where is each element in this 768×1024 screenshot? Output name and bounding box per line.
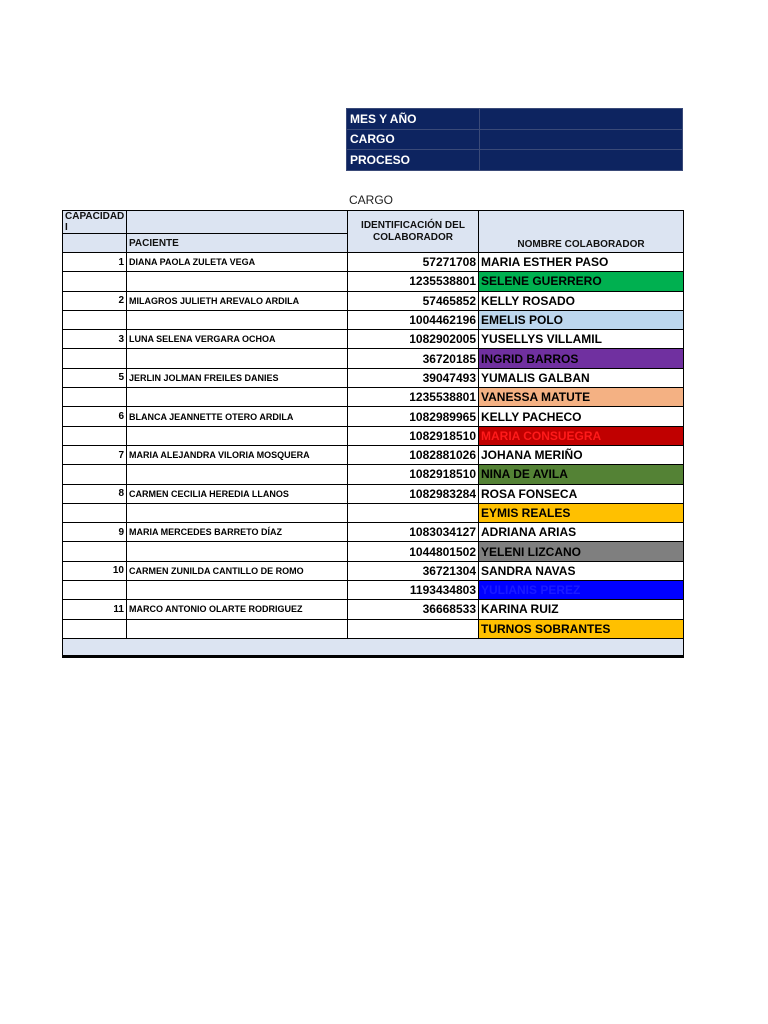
- row-number-cell: 3: [63, 330, 127, 349]
- table-row: [63, 561, 684, 580]
- collaborator-id-cell: 57271708: [348, 253, 479, 272]
- patient-name-cell: BLANCA JEANNETTE OTERO ARDILA: [127, 407, 348, 426]
- row-number-cell: [63, 503, 127, 522]
- patient-name-cell: MARIA ALEJANDRA VILORIA MOSQUERA: [127, 445, 348, 464]
- row-number-cell: 8: [63, 484, 127, 503]
- column-header-nombre: NOMBRE COLABORADOR: [479, 211, 684, 253]
- collaborator-id-cell: 39047493: [348, 368, 479, 387]
- table-bottom-border: [62, 655, 683, 658]
- collaborator-name-cell: VANESSA MATUTE: [479, 388, 684, 407]
- section-label-cargo: CARGO: [349, 193, 394, 207]
- collaborator-name-cell: ROSA FONSECA: [479, 484, 684, 503]
- patient-name-cell: [127, 542, 348, 561]
- collaborator-id-cell: 1235538801: [348, 272, 479, 291]
- table-row: [63, 368, 684, 387]
- table-row: [63, 600, 684, 619]
- collaborator-name-cell: TURNOS SOBRANTES: [479, 619, 684, 638]
- patient-name-cell: CARMEN ZUNILDA CANTILLO DE ROMO: [127, 561, 348, 580]
- header-info-table: [346, 108, 683, 171]
- table-row: [63, 253, 684, 272]
- collaborator-name-cell: YULIANIS PEREZ: [479, 581, 684, 600]
- collaborator-name-cell: KELLY ROSADO: [479, 291, 684, 310]
- row-number-cell: 7: [63, 445, 127, 464]
- header-info-label: MES Y AÑO: [347, 109, 480, 130]
- collaborator-name-cell: YUSELLYS VILLAMIL: [479, 330, 684, 349]
- collaborator-id-cell: [348, 619, 479, 638]
- collaborator-name-cell: EMELIS POLO: [479, 310, 684, 329]
- row-number-cell: 6: [63, 407, 127, 426]
- column-header-identificacion: IDENTIFICACIÓN DEL COLABORADOR: [348, 211, 479, 253]
- collaborator-id-cell: 1082983284: [348, 484, 479, 503]
- collaborator-id-cell: 1235538801: [348, 388, 479, 407]
- row-number-cell: 1: [63, 253, 127, 272]
- column-header-blank: [127, 211, 348, 234]
- table-row: [63, 330, 684, 349]
- row-number-cell: [63, 388, 127, 407]
- patient-name-cell: MARCO ANTONIO OLARTE RODRIGUEZ: [127, 600, 348, 619]
- collaborator-id-cell: 1082902005: [348, 330, 479, 349]
- patient-name-cell: LUNA SELENA VERGARA OCHOA: [127, 330, 348, 349]
- collaborator-name-cell: MARIA CONSUEGRA: [479, 426, 684, 445]
- collaborator-id-cell: 1082881026: [348, 445, 479, 464]
- patient-name-cell: [127, 272, 348, 291]
- table-row: [63, 426, 684, 445]
- patient-name-cell: [127, 349, 348, 368]
- column-header-blank-2: [63, 234, 127, 253]
- collaborator-name-cell: SANDRA NAVAS: [479, 561, 684, 580]
- collaborator-name-cell: INGRID BARROS: [479, 349, 684, 368]
- table-row: [63, 465, 684, 484]
- collaborator-name-cell: JOHANA MERIÑO: [479, 445, 684, 464]
- header-info-row: [347, 150, 683, 171]
- column-header-paciente: PACIENTE: [127, 234, 348, 253]
- collaborator-id-cell: 57465852: [348, 291, 479, 310]
- patient-name-cell: [127, 503, 348, 522]
- row-number-cell: 10: [63, 561, 127, 580]
- table-row: [63, 445, 684, 464]
- patient-name-cell: DIANA PAOLA ZULETA VEGA: [127, 253, 348, 272]
- row-number-cell: [63, 426, 127, 445]
- column-header-capacidad: CAPACIDAD I: [63, 211, 127, 234]
- patient-name-cell: JERLIN JOLMAN FREILES DANIES: [127, 368, 348, 387]
- header-info-value[interactable]: [480, 109, 683, 130]
- collaborator-id-cell: 1082918510: [348, 465, 479, 484]
- collaborator-id-cell: 1083034127: [348, 523, 479, 542]
- patient-name-cell: [127, 581, 348, 600]
- table-row: [63, 310, 684, 329]
- table-row: [63, 542, 684, 561]
- header-info-label: CARGO: [347, 129, 480, 150]
- header-info-value[interactable]: [480, 129, 683, 150]
- header-info-row: [347, 129, 683, 150]
- row-number-cell: [63, 272, 127, 291]
- table-row: [63, 484, 684, 503]
- row-number-cell: 11: [63, 600, 127, 619]
- collaborator-name-cell: ADRIANA ARIAS: [479, 523, 684, 542]
- patient-name-cell: MILAGROS JULIETH AREVALO ARDILA: [127, 291, 348, 310]
- assignment-table: [62, 210, 684, 658]
- row-number-cell: [63, 542, 127, 561]
- patient-name-cell: [127, 465, 348, 484]
- collaborator-id-cell: 36720185: [348, 349, 479, 368]
- table-row: [63, 407, 684, 426]
- collaborator-name-cell: SELENE GUERRERO: [479, 272, 684, 291]
- collaborator-id-cell: 1082989965: [348, 407, 479, 426]
- table-row: [63, 581, 684, 600]
- patient-name-cell: CARMEN CECILIA HEREDIA LLANOS: [127, 484, 348, 503]
- row-number-cell: [63, 310, 127, 329]
- collaborator-id-cell: 1004462196: [348, 310, 479, 329]
- collaborator-id-cell: 36721304: [348, 561, 479, 580]
- row-number-cell: [63, 465, 127, 484]
- collaborator-id-cell: 1044801502: [348, 542, 479, 561]
- collaborator-name-cell: KELLY PACHECO: [479, 407, 684, 426]
- collaborator-name-cell: KARINA RUIZ: [479, 600, 684, 619]
- header-info-row: [347, 109, 683, 130]
- patient-name-cell: [127, 619, 348, 638]
- header-info-value[interactable]: [480, 150, 683, 171]
- collaborator-name-cell: EYMIS REALES: [479, 503, 684, 522]
- collaborator-id-cell: 1193434803: [348, 581, 479, 600]
- collaborator-name-cell: YUMALIS GALBAN: [479, 368, 684, 387]
- collaborator-id-cell: 36668533: [348, 600, 479, 619]
- table-row: [63, 272, 684, 291]
- collaborator-name-cell: YELENI LIZCANO: [479, 542, 684, 561]
- row-number-cell: 2: [63, 291, 127, 310]
- patient-name-cell: [127, 310, 348, 329]
- collaborator-name-cell: MARIA ESTHER PASO: [479, 253, 684, 272]
- row-number-cell: 5: [63, 368, 127, 387]
- table-row: [63, 503, 684, 522]
- header-info-label: PROCESO: [347, 150, 480, 171]
- table-row: [63, 349, 684, 368]
- patient-name-cell: MARIA MERCEDES BARRETO DÍAZ: [127, 523, 348, 542]
- row-number-cell: [63, 619, 127, 638]
- table-row: [63, 523, 684, 542]
- row-number-cell: [63, 581, 127, 600]
- patient-name-cell: [127, 388, 348, 407]
- row-number-cell: [63, 349, 127, 368]
- collaborator-name-cell: NINA DE AVILA: [479, 465, 684, 484]
- collaborator-id-cell: 1082918510: [348, 426, 479, 445]
- table-row: [63, 388, 684, 407]
- collaborator-id-cell: [348, 503, 479, 522]
- table-row: [63, 291, 684, 310]
- patient-name-cell: [127, 426, 348, 445]
- row-number-cell: 9: [63, 523, 127, 542]
- table-row: [63, 619, 684, 638]
